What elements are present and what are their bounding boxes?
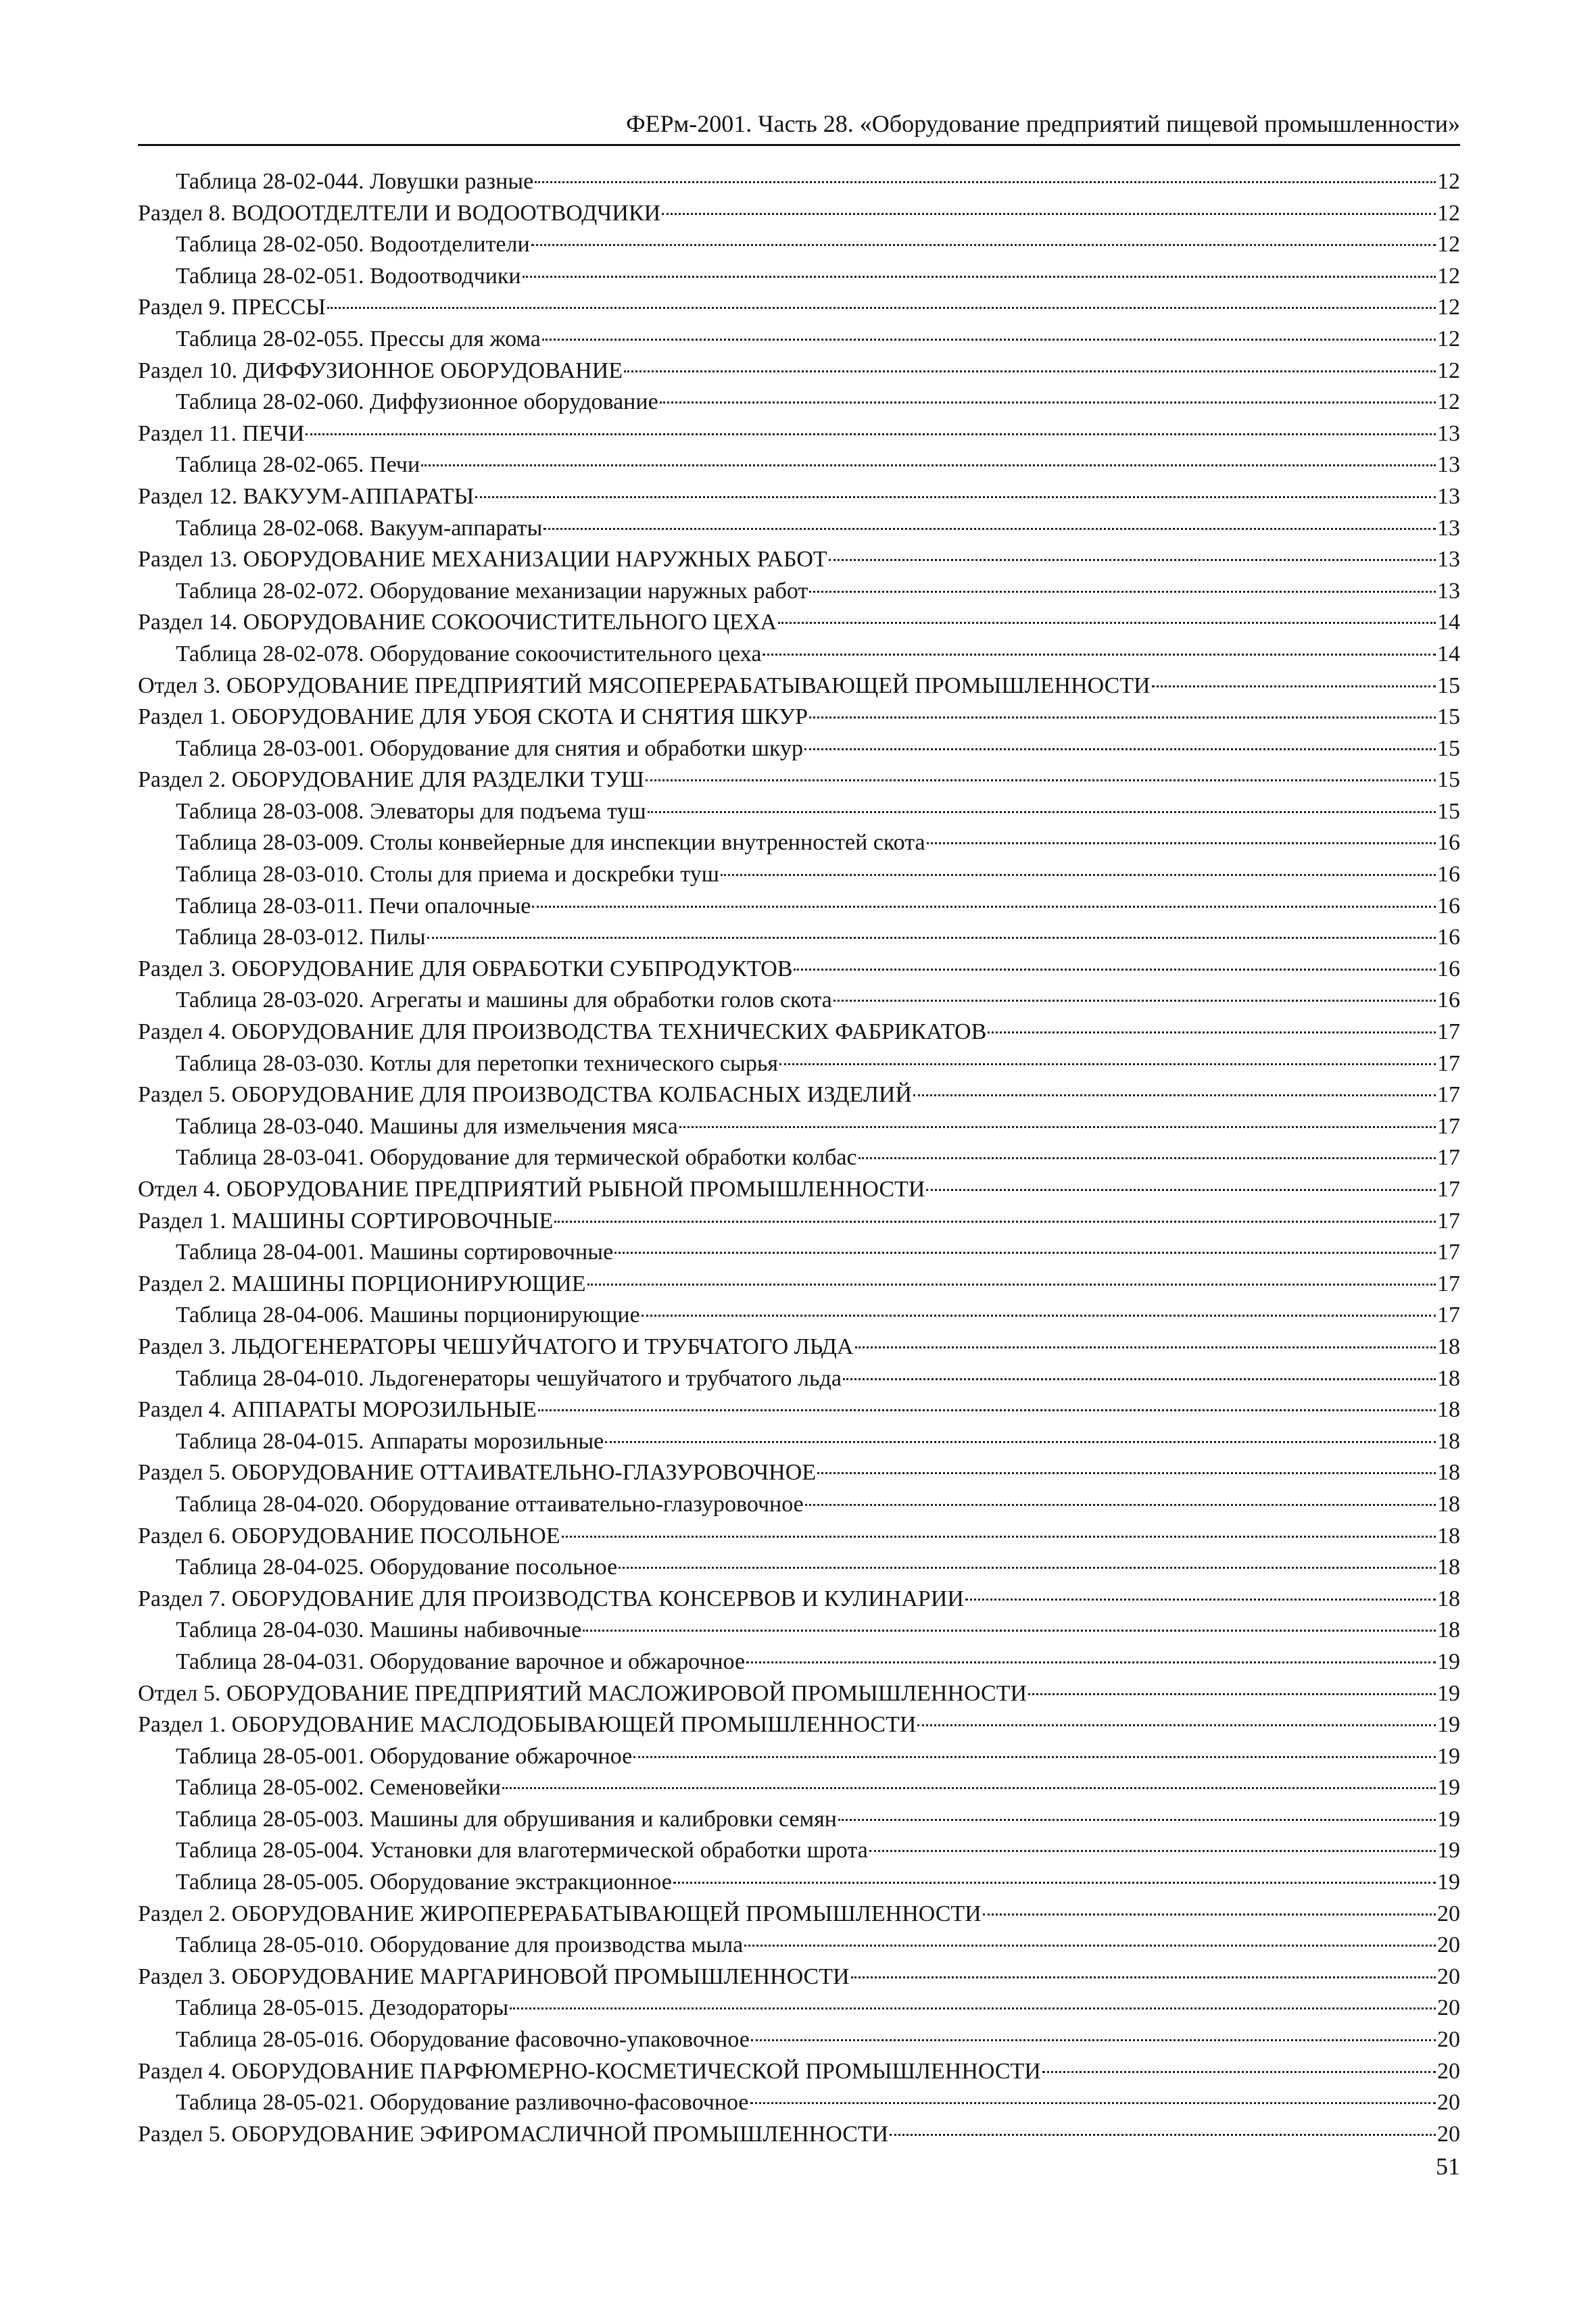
toc-entry-title: Таблица 28-05-004. Установки для влаготермической обработки шрота [176, 1838, 868, 1863]
toc-dot-leader [583, 1630, 1436, 1632]
header-rule [138, 144, 1460, 146]
toc-section-entry[interactable] [138, 1394, 1460, 1426]
toc-table-entry[interactable] [138, 1552, 1460, 1584]
toc-entry-page: 16 [1437, 925, 1460, 950]
toc-dot-leader [988, 1031, 1436, 1033]
toc-dot-leader [829, 559, 1436, 561]
toc-table-entry[interactable] [138, 859, 1460, 891]
toc-entry-page: 19 [1437, 1870, 1460, 1895]
toc-dot-leader [1042, 2071, 1436, 2073]
toc-dot-leader [543, 528, 1436, 530]
toc-entry-title: Раздел 3. ОБОРУДОВАНИЕ МАРГАРИНОВОЙ ПРОМЫШЛЕННОСТИ [138, 1964, 850, 1989]
toc-table-entry[interactable] [138, 1426, 1460, 1458]
toc-dot-leader [983, 1914, 1436, 1916]
toc-dot-leader [642, 1315, 1436, 1317]
toc-table-entry[interactable] [138, 449, 1460, 481]
toc-entry-page: 20 [1437, 1964, 1460, 1989]
toc-table-entry[interactable] [138, 985, 1460, 1017]
toc-entry-page: 12 [1437, 389, 1460, 415]
toc-entry-page: 12 [1437, 358, 1460, 383]
toc-dot-leader [805, 1504, 1436, 1506]
toc-dot-leader [523, 276, 1436, 278]
toc-dot-leader [660, 401, 1436, 404]
toc-entry-page: 19 [1437, 1649, 1460, 1674]
toc-entry-title: Таблица 28-05-003. Машины для обрушивания и калибровки семян [176, 1806, 837, 1832]
toc-entry-page: 18 [1437, 1491, 1460, 1517]
toc-dot-leader [633, 1756, 1436, 1758]
toc-entry-page: 18 [1437, 1523, 1460, 1549]
toc-entry-page: 12 [1437, 295, 1460, 320]
toc-dot-leader [890, 2134, 1436, 2136]
toc-dot-leader [721, 874, 1436, 876]
table-of-contents [138, 166, 1460, 2150]
toc-dot-leader [614, 1252, 1436, 1254]
toc-table-entry[interactable] [138, 922, 1460, 954]
toc-dot-leader [679, 1126, 1436, 1128]
toc-entry-page: 16 [1437, 988, 1460, 1013]
toc-table-entry[interactable] [138, 1835, 1460, 1867]
toc-entry-title: Раздел 4. ОБОРУДОВАНИЕ ДЛЯ ПРОИЗВОДСТВА ТЕХНИЧЕСКИХ ФАБРИКАТОВ [138, 1019, 987, 1045]
running-header: ФЕРм-2001. Часть 28. «Оборудование предприятий пищевой промышленности» [626, 110, 1460, 137]
toc-entry-title: Таблица 28-03-040. Машины для измельчения мяса [176, 1113, 678, 1139]
toc-entry-title: Раздел 8. ВОДООТДЕЛТЕЛИ И ВОДООТВОДЧИКИ [138, 200, 661, 226]
toc-dot-leader [750, 2102, 1436, 2104]
toc-entry-title: Таблица 28-05-005. Оборудование экстракционное [176, 1870, 672, 1895]
toc-dot-leader [502, 1787, 1436, 1789]
toc-table-entry[interactable] [138, 2024, 1460, 2056]
toc-section-entry[interactable] [138, 1079, 1460, 1111]
toc-dot-leader [763, 654, 1436, 656]
toc-entry-title: Раздел 2. МАШИНЫ ПОРЦИОНИРУЮЩИЕ [138, 1271, 586, 1296]
toc-entry-page: 20 [1437, 1995, 1460, 2021]
toc-table-entry[interactable] [138, 1615, 1460, 1647]
toc-dot-leader [751, 2039, 1436, 2041]
toc-entry-page: 18 [1437, 1555, 1460, 1580]
toc-section-entry[interactable] [138, 607, 1460, 639]
toc-entry-page: 13 [1437, 578, 1460, 604]
toc-dot-leader [746, 1661, 1436, 1663]
toc-section-entry[interactable] [138, 292, 1460, 324]
toc-dot-leader [838, 1819, 1436, 1821]
toc-entry-title: Раздел 12. ВАКУУМ-АППАРАТЫ [138, 483, 475, 509]
toc-entry-title: Раздел 11. ПЕЧИ [138, 420, 305, 446]
toc-entry-title: Таблица 28-04-006. Машины порционирующие [176, 1302, 640, 1328]
toc-entry-title: Таблица 28-04-010. Льдогенераторы чешуйчатого и трубчатого льда [176, 1365, 842, 1391]
toc-entry-title: Отдел 5. ОБОРУДОВАНИЕ ПРЕДПРИЯТИЙ МАСЛОЖИРОВОЙ ПРОМЫШЛЕННОСТИ [138, 1680, 1027, 1706]
toc-table-entry[interactable] [138, 1489, 1460, 1521]
toc-section-entry[interactable] [138, 671, 1460, 702]
toc-entry-title: Таблица 28-03-010. Столы для приема и доскребки туш [176, 862, 719, 887]
toc-dot-leader [538, 1409, 1436, 1411]
toc-entry-title: Раздел 1. ОБОРУДОВАНИЕ ДЛЯ УБОЯ СКОТА И СНЯТИЯ ШКУР [138, 704, 808, 730]
toc-dot-leader [809, 716, 1436, 718]
toc-table-entry[interactable] [138, 576, 1460, 608]
toc-section-entry[interactable] [138, 198, 1460, 230]
toc-entry-page: 13 [1437, 483, 1460, 509]
toc-table-entry[interactable] [138, 1111, 1460, 1143]
toc-entry-page: 18 [1437, 1334, 1460, 1359]
toc-entry-page: 20 [1437, 1901, 1460, 1926]
toc-entry-page: 13 [1437, 515, 1460, 541]
toc-table-entry[interactable] [138, 1647, 1460, 1678]
toc-entry-page: 18 [1437, 1428, 1460, 1454]
toc-entry-title: Отдел 3. ОБОРУДОВАНИЕ ПРЕДПРИЯТИЙ МЯСОПЕРЕРАБАТЫВАЮЩЕЙ ПРОМЫШЛЕННОСТИ [138, 673, 1151, 698]
toc-entry-page: 12 [1437, 326, 1460, 351]
toc-entry-page: 18 [1437, 1365, 1460, 1391]
toc-entry-page: 13 [1437, 420, 1460, 446]
toc-table-entry[interactable] [138, 166, 1460, 198]
toc-dot-leader [327, 307, 1436, 309]
toc-dot-leader [869, 1850, 1436, 1852]
toc-entry-page: 19 [1437, 1838, 1460, 1863]
toc-dot-leader [809, 591, 1436, 593]
toc-entry-page: 17 [1437, 1082, 1460, 1108]
toc-dot-leader [624, 370, 1436, 372]
toc-section-entry[interactable] [138, 1709, 1460, 1741]
toc-entry-page: 13 [1437, 547, 1460, 572]
toc-section-entry[interactable] [138, 1584, 1460, 1615]
toc-entry-title: Раздел 1. ОБОРУДОВАНИЕ МАСЛОДОБЫВАЮЩЕЙ ПРОМЫШЛЕННОСТИ [138, 1712, 917, 1738]
toc-entry-title: Раздел 7. ОБОРУДОВАНИЕ ДЛЯ ПРОИЗВОДСТВА КОНСЕРВОВ И КУЛИНАРИИ [138, 1586, 964, 1611]
toc-entry-title: Таблица 28-04-025. Оборудование посольное [176, 1555, 618, 1580]
toc-entry-page: 18 [1437, 1397, 1460, 1423]
toc-table-entry[interactable] [138, 513, 1460, 545]
toc-section-entry[interactable] [138, 481, 1460, 513]
toc-entry-page: 12 [1437, 200, 1460, 226]
toc-table-entry[interactable] [138, 796, 1460, 828]
toc-dot-leader [794, 969, 1436, 971]
toc-entry-title: Таблица 28-02-078. Оборудование сокоочистительного цеха [176, 641, 762, 666]
toc-entry-title: Раздел 5. ОБОРУДОВАНИЕ ДЛЯ ПРОИЗВОДСТВА КОЛБАСНЫХ ИЗДЕЛИЙ [138, 1082, 913, 1108]
toc-entry-title: Отдел 4. ОБОРУДОВАНИЕ ПРЕДПРИЯТИЙ РЫБНОЙ ПРОМЫШЛЕННОСТИ [138, 1177, 925, 1202]
toc-entry-title: Таблица 28-05-015. Дезодораторы [176, 1995, 509, 2021]
page-number: 51 [1436, 2153, 1460, 2180]
toc-entry-title: Таблица 28-03-012. Пилы [176, 925, 426, 950]
toc-dot-leader [542, 339, 1436, 341]
toc-entry-page: 17 [1437, 1019, 1460, 1045]
toc-section-entry[interactable] [138, 954, 1460, 985]
toc-table-entry[interactable] [138, 639, 1460, 671]
toc-entry-page: 20 [1437, 2058, 1460, 2084]
toc-entry-page: 12 [1437, 169, 1460, 194]
toc-dot-leader [859, 1157, 1436, 1159]
toc-section-entry[interactable] [138, 764, 1460, 796]
toc-table-entry[interactable] [138, 1363, 1460, 1395]
toc-entry-title: Таблица 28-04-015. Аппараты морозильные [176, 1428, 604, 1454]
toc-table-entry[interactable] [138, 324, 1460, 356]
toc-dot-leader [648, 811, 1436, 813]
toc-entry-title: Таблица 28-03-009. Столы конвейерные для инспекции внутренностей скота [176, 830, 925, 856]
toc-entry-page: 17 [1437, 1271, 1460, 1296]
toc-entry-title: Таблица 28-03-020. Агрегаты и машины для обработки голов скота [176, 988, 832, 1013]
toc-dot-leader [535, 181, 1436, 183]
toc-entry-title: Таблица 28-03-008. Элеваторы для подъема туш [176, 798, 646, 824]
toc-entry-page: 19 [1437, 1743, 1460, 1769]
toc-section-entry[interactable] [138, 1961, 1460, 1993]
toc-entry-title: Таблица 28-03-030. Котлы для перетопки технического сырья [176, 1050, 779, 1076]
toc-section-entry[interactable] [138, 702, 1460, 733]
toc-entry-title: Раздел 4. ОБОРУДОВАНИЕ ПАРФЮМЕРНО-КОСМЕТИЧЕСКОЙ ПРОМЫШЛЕННОСТИ [138, 2058, 1041, 2084]
toc-dot-leader [673, 1882, 1436, 1884]
toc-table-entry[interactable] [138, 891, 1460, 923]
toc-entry-page: 15 [1437, 735, 1460, 761]
toc-entry-title: Таблица 28-04-031. Оборудование варочное и обжарочное [176, 1649, 746, 1674]
toc-entry-title: Таблица 28-02-072. Оборудование механизации наружных работ [176, 578, 808, 604]
toc-table-entry[interactable] [138, 387, 1460, 418]
toc-entry-title: Таблица 28-05-001. Оборудование обжарочное [176, 1743, 633, 1769]
toc-entry-title: Раздел 9. ПРЕССЫ [138, 295, 326, 320]
toc-entry-title: Таблица 28-02-044. Ловушки разные [176, 169, 534, 194]
toc-entry-title: Таблица 28-02-065. Печи [176, 452, 420, 478]
toc-entry-title: Раздел 2. ОБОРУДОВАНИЕ ДЛЯ РАЗДЕЛКИ ТУШ [138, 767, 645, 793]
toc-entry-title: Раздел 5. ОБОРУДОВАНИЕ ЭФИРОМАСЛИЧНОЙ ПРОМЫШЛЕННОСТИ [138, 2121, 889, 2147]
toc-dot-leader [531, 244, 1436, 246]
toc-dot-leader [778, 622, 1436, 624]
toc-entry-title: Таблица 28-04-001. Машины сортировочные [176, 1240, 614, 1265]
toc-entry-page: 17 [1437, 1050, 1460, 1076]
toc-dot-leader [926, 1189, 1436, 1191]
toc-entry-page: 17 [1437, 1113, 1460, 1139]
toc-section-entry[interactable] [138, 2119, 1460, 2151]
toc-entry-title: Раздел 3. ОБОРУДОВАНИЕ ДЛЯ ОБРАБОТКИ СУБПРОДУКТОВ [138, 956, 793, 981]
toc-entry-page: 18 [1437, 1617, 1460, 1643]
toc-table-entry[interactable] [138, 2087, 1460, 2119]
toc-entry-title: Таблица 28-02-068. Вакуум-аппараты [176, 515, 543, 541]
toc-table-entry[interactable] [138, 1741, 1460, 1773]
toc-table-entry[interactable] [138, 1048, 1460, 1080]
toc-table-entry[interactable] [138, 1867, 1460, 1899]
toc-entry-page: 17 [1437, 1145, 1460, 1171]
toc-entry-title: Таблица 28-05-010. Оборудование для производства мыла [176, 1932, 744, 1958]
toc-section-entry[interactable] [138, 1678, 1460, 1710]
toc-section-entry[interactable] [138, 2056, 1460, 2088]
toc-dot-leader [804, 748, 1436, 750]
toc-dot-leader [427, 937, 1436, 939]
toc-dot-leader [965, 1599, 1436, 1601]
toc-entry-title: Раздел 1. МАШИНЫ СОРТИРОВОЧНЫЕ [138, 1208, 554, 1234]
toc-entry-page: 20 [1437, 2121, 1460, 2147]
toc-section-entry[interactable] [138, 1017, 1460, 1048]
toc-dot-leader [605, 1441, 1436, 1443]
toc-dot-leader [917, 1724, 1436, 1726]
toc-entry-title: Таблица 28-03-041. Оборудование для термической обработки колбас [176, 1145, 857, 1171]
toc-entry-page: 15 [1437, 798, 1460, 824]
toc-table-entry[interactable] [138, 1772, 1460, 1804]
toc-entry-page: 18 [1437, 1460, 1460, 1486]
toc-dot-leader [510, 2007, 1436, 2009]
toc-dot-leader [817, 1472, 1436, 1474]
toc-entry-title: Таблица 28-04-020. Оборудование оттаивательно-глазуровочное [176, 1491, 804, 1517]
toc-entry-title: Раздел 14. ОБОРУДОВАНИЕ СОКООЧИСТИТЕЛЬНОГО ЦЕХА [138, 610, 777, 635]
toc-dot-leader [779, 1063, 1436, 1065]
toc-entry-page: 20 [1437, 2027, 1460, 2053]
toc-entry-page: 12 [1437, 263, 1460, 289]
toc-entry-page: 19 [1437, 1806, 1460, 1832]
toc-section-entry[interactable] [138, 1332, 1460, 1363]
toc-dot-leader [532, 906, 1436, 908]
toc-table-entry[interactable] [138, 1930, 1460, 1961]
toc-entry-title: Таблица 28-05-002. Семеновейки [176, 1775, 501, 1801]
toc-dot-leader [662, 213, 1436, 215]
toc-entry-title: Таблица 28-02-051. Водоотводчики [176, 263, 521, 289]
toc-entry-page: 19 [1437, 1775, 1460, 1801]
toc-table-entry[interactable] [138, 229, 1460, 261]
toc-section-entry[interactable] [138, 418, 1460, 450]
toc-section-entry[interactable] [138, 544, 1460, 576]
toc-entry-page: 12 [1437, 232, 1460, 258]
toc-entry-page: 16 [1437, 830, 1460, 856]
toc-entry-page: 17 [1437, 1177, 1460, 1202]
toc-table-entry[interactable] [138, 1300, 1460, 1332]
toc-table-entry[interactable] [138, 827, 1460, 859]
toc-entry-title: Раздел 4. АППАРАТЫ МОРОЗИЛЬНЫЕ [138, 1397, 537, 1423]
toc-section-entry[interactable] [138, 1457, 1460, 1489]
toc-entry-page: 15 [1437, 767, 1460, 793]
toc-entry-page: 16 [1437, 862, 1460, 887]
toc-entry-page: 19 [1437, 1680, 1460, 1706]
toc-entry-page: 17 [1437, 1240, 1460, 1265]
toc-entry-page: 18 [1437, 1586, 1460, 1611]
toc-table-entry[interactable] [138, 1993, 1460, 2024]
toc-section-entry[interactable] [138, 1269, 1460, 1300]
toc-section-entry[interactable] [138, 1174, 1460, 1206]
toc-section-entry[interactable] [138, 1521, 1460, 1553]
toc-dot-leader [913, 1094, 1436, 1096]
toc-dot-leader [1152, 685, 1436, 687]
toc-entry-page: 16 [1437, 893, 1460, 919]
toc-dot-leader [927, 842, 1436, 844]
toc-entry-page: 15 [1437, 673, 1460, 698]
toc-entry-page: 15 [1437, 704, 1460, 730]
toc-dot-leader [587, 1284, 1436, 1286]
toc-dot-leader [855, 1346, 1436, 1348]
toc-dot-leader [833, 1000, 1436, 1002]
toc-dot-leader [744, 1945, 1436, 1947]
toc-entry-page: 14 [1437, 641, 1460, 666]
toc-entry-page: 20 [1437, 1932, 1460, 1958]
toc-dot-leader [306, 433, 1436, 435]
toc-section-entry[interactable] [138, 1206, 1460, 1238]
toc-section-entry[interactable] [138, 356, 1460, 387]
toc-entry-title: Таблица 28-03-011. Печи опалочные [176, 893, 531, 919]
toc-entry-title: Раздел 10. ДИФФУЗИОННОЕ ОБОРУДОВАНИЕ [138, 358, 623, 383]
toc-entry-page: 16 [1437, 956, 1460, 981]
toc-entry-page: 17 [1437, 1302, 1460, 1328]
toc-entry-title: Раздел 13. ОБОРУДОВАНИЕ МЕХАНИЗАЦИИ НАРУЖНЫХ РАБОТ [138, 547, 827, 572]
toc-entry-title: Таблица 28-02-060. Диффузионное оборудование [176, 389, 658, 415]
toc-table-entry[interactable] [138, 1142, 1460, 1174]
toc-table-entry[interactable] [138, 1237, 1460, 1269]
toc-entry-title: Раздел 3. ЛЬДОГЕНЕРАТОРЫ ЧЕШУЙЧАТОГО И ТРУБЧАТОГО ЛЬДА [138, 1334, 854, 1359]
toc-section-entry[interactable] [138, 1899, 1460, 1930]
toc-dot-leader [843, 1378, 1436, 1380]
toc-dot-leader [562, 1536, 1436, 1538]
toc-dot-leader [554, 1221, 1436, 1223]
toc-entry-title: Таблица 28-02-055. Прессы для жома [176, 326, 541, 351]
toc-entry-page: 20 [1437, 2090, 1460, 2116]
toc-entry-page: 19 [1437, 1712, 1460, 1738]
toc-dot-leader [421, 464, 1436, 466]
toc-dot-leader [851, 1976, 1436, 1978]
toc-dot-leader [646, 779, 1436, 781]
toc-dot-leader [1028, 1693, 1436, 1695]
toc-entry-title: Раздел 6. ОБОРУДОВАНИЕ ПОСОЛЬНОЕ [138, 1523, 560, 1549]
toc-dot-leader [475, 496, 1436, 498]
toc-entry-page: 14 [1437, 610, 1460, 635]
toc-entry-page: 13 [1437, 452, 1460, 478]
toc-entry-title: Таблица 28-04-030. Машины набивочные [176, 1617, 582, 1643]
toc-dot-leader [619, 1567, 1436, 1569]
toc-entry-title: Раздел 5. ОБОРУДОВАНИЕ ОТТАИВАТЕЛЬНО-ГЛАЗУРОВОЧНОЕ [138, 1460, 817, 1486]
toc-entry-title: Таблица 28-02-050. Водоотделители [176, 232, 530, 258]
toc-table-entry[interactable] [138, 1804, 1460, 1836]
toc-entry-title: Таблица 28-05-016. Оборудование фасовочно-упаковочное [176, 2027, 750, 2053]
toc-entry-page: 17 [1437, 1208, 1460, 1234]
toc-entry-title: Таблица 28-05-021. Оборудование разливочно-фасовочное [176, 2090, 749, 2116]
toc-entry-title: Таблица 28-03-001. Оборудование для снятия и обработки шкур [176, 735, 804, 761]
toc-table-entry[interactable] [138, 261, 1460, 293]
toc-entry-title: Раздел 2. ОБОРУДОВАНИЕ ЖИРОПЕРЕРАБАТЫВАЮЩЕЙ ПРОМЫШЛЕННОСТИ [138, 1901, 982, 1926]
toc-table-entry[interactable] [138, 733, 1460, 765]
